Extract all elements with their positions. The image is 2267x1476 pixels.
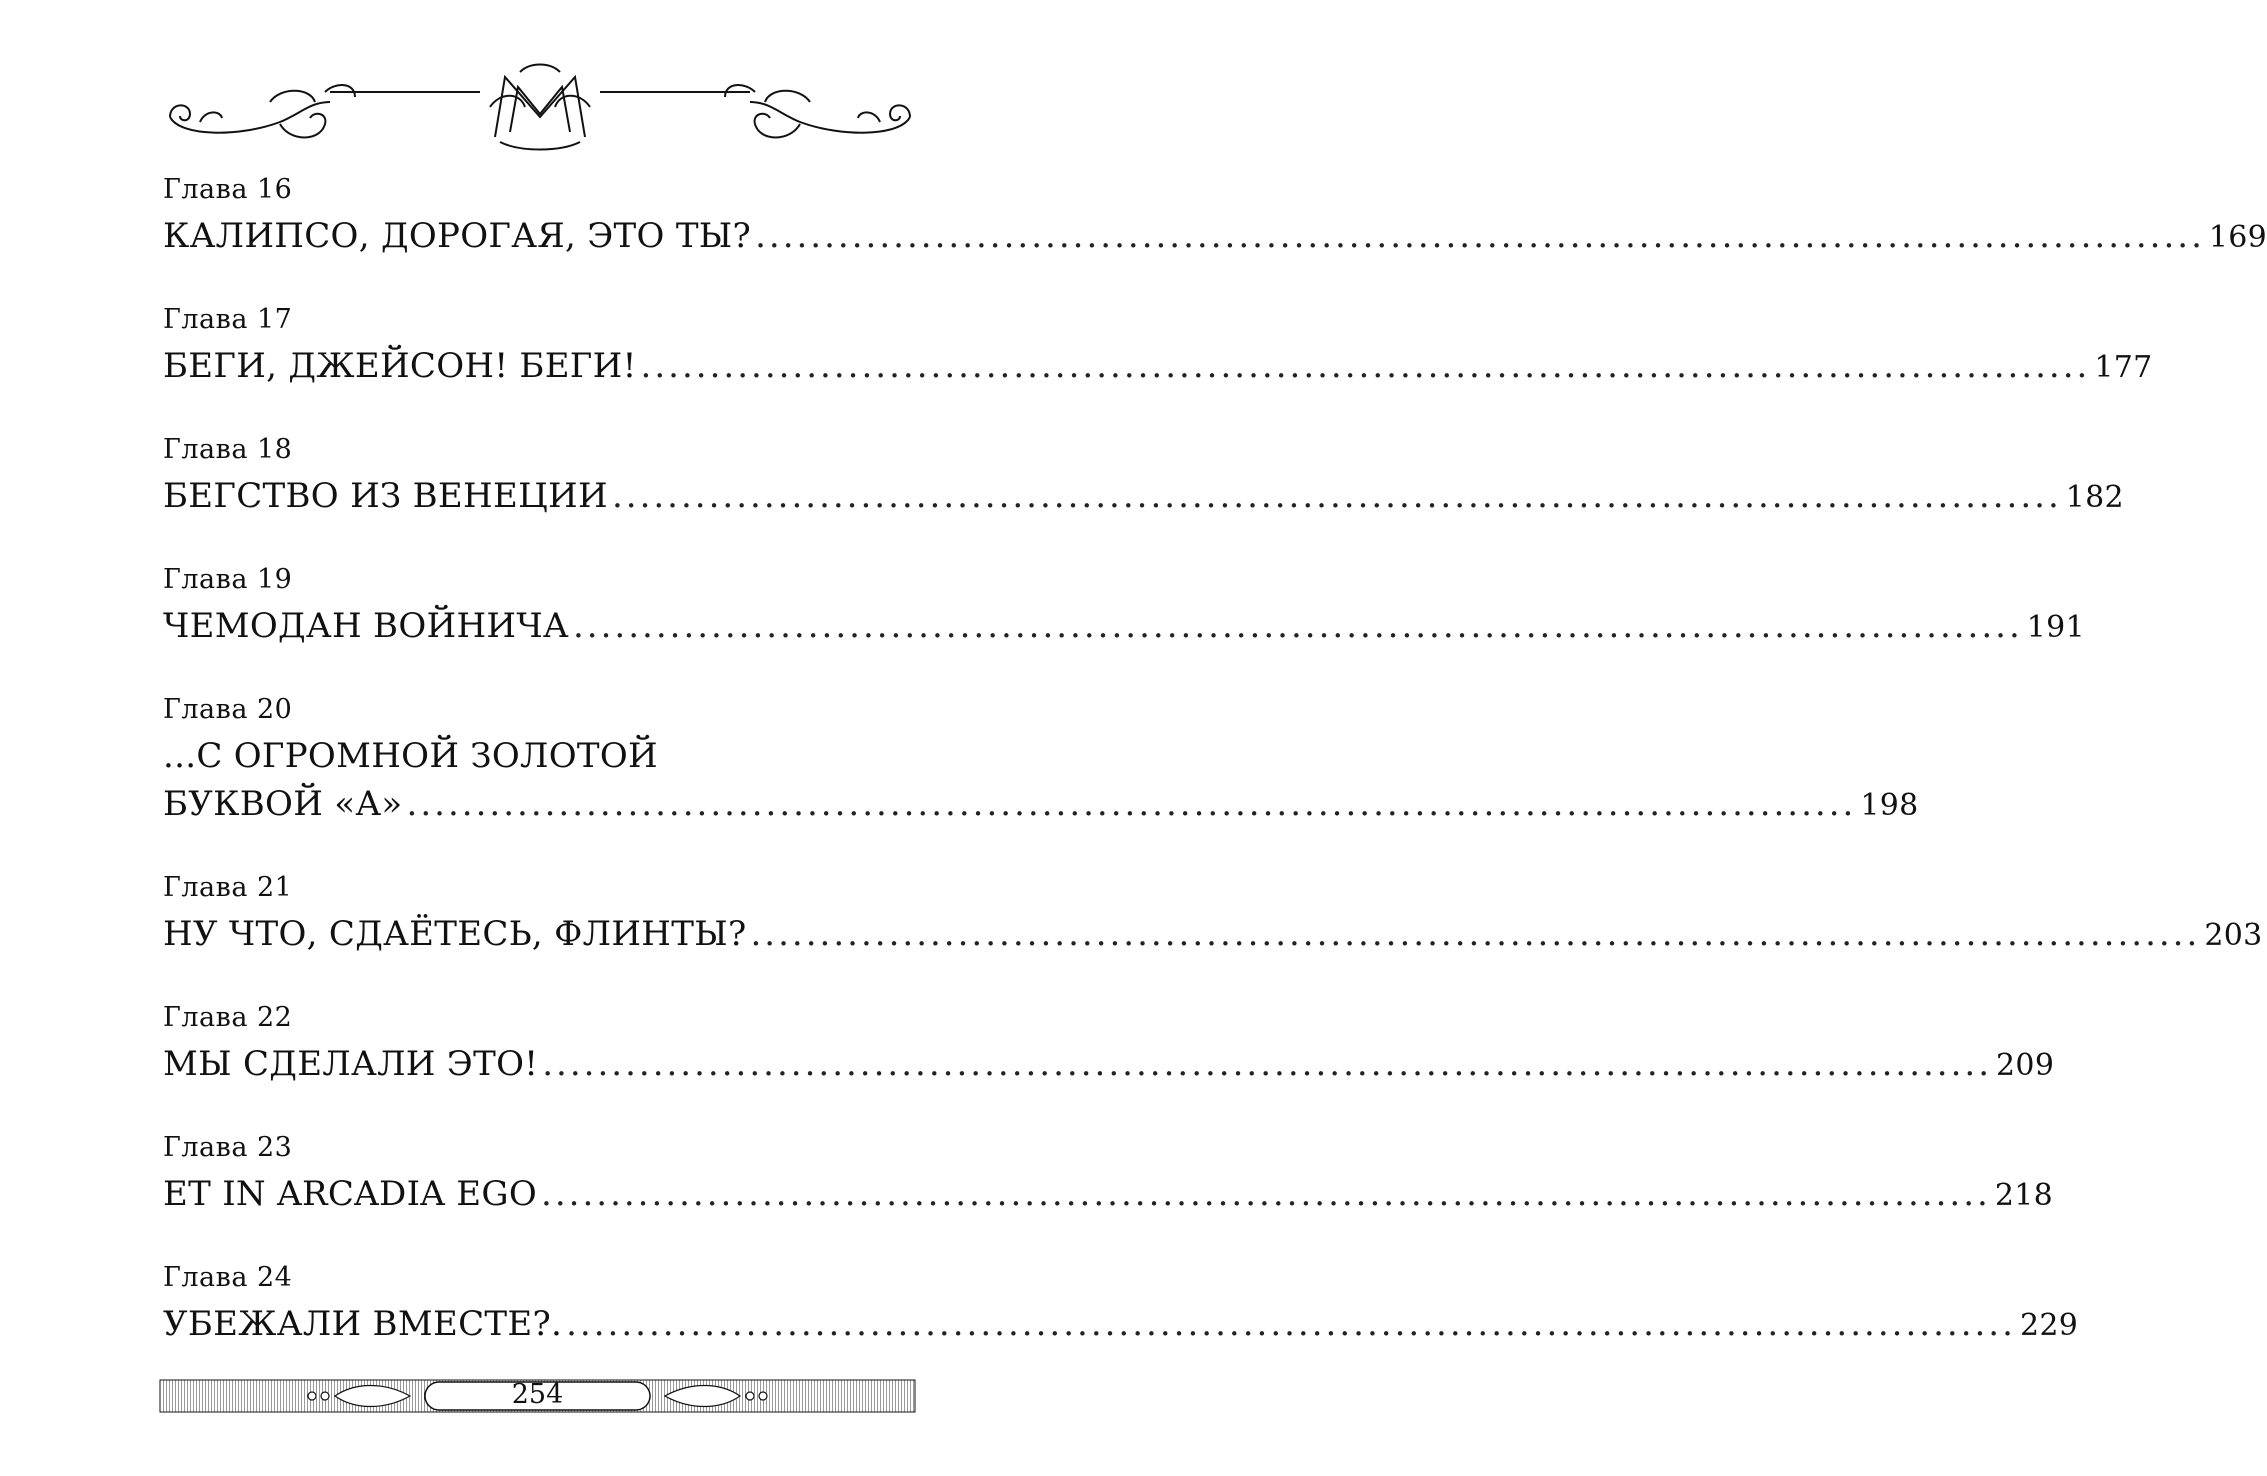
chapter-title: НУ ЧТО, СДАЁТЕСЬ, ФЛИНТЫ?	[163, 914, 747, 954]
toc-entry-19[interactable]	[163, 558, 2085, 650]
chapter-label: Глава 19	[163, 564, 293, 595]
chapter-title: БЕГСТВО ИЗ ВЕНЕЦИИ	[163, 476, 608, 516]
chapter-title-row	[163, 1040, 2055, 1088]
toc-entry-17[interactable]	[163, 298, 2153, 390]
dot-leader: .........................................................................................................	[611, 476, 2062, 516]
chapter-label: Глава 21	[163, 872, 293, 903]
toc-entry-22[interactable]	[163, 996, 2055, 1088]
toc-entry-16[interactable]	[163, 168, 2267, 260]
toc-entry-18[interactable]	[163, 428, 2124, 520]
header-ornament	[160, 62, 920, 162]
toc-entry-24[interactable]	[163, 1256, 2079, 1348]
toc-entry-21[interactable]	[163, 866, 2263, 958]
chapter-label: Глава 23	[163, 1132, 293, 1163]
dot-leader: .........................................................................................................	[755, 216, 2205, 256]
chapter-title-row	[163, 602, 2085, 650]
chapter-title: МЫ СДЕЛАЛИ ЭТО!	[163, 1044, 539, 1084]
chapter-label: Глава 16	[163, 174, 293, 205]
chapter-title-row	[163, 910, 2263, 958]
table-of-contents	[163, 168, 2267, 1348]
chapter-label: Глава 17	[163, 304, 293, 335]
chapter-label: Глава 20	[163, 694, 293, 725]
chapter-title-row	[163, 342, 2153, 390]
dot-leader: .........................................................................................................	[406, 784, 1857, 824]
page-number: 218	[1994, 1178, 2054, 1213]
dot-leader: .........................................................................................................	[542, 1044, 1993, 1084]
chapter-title: КАЛИПСО, ДОРОГАЯ, ЭТО ТЫ?	[163, 216, 752, 256]
page-number: 182	[2065, 480, 2124, 515]
page-number: 209	[1996, 1048, 2055, 1083]
dot-leader: .........................................................................................................	[640, 346, 2091, 386]
chapter-title-row	[163, 212, 2267, 260]
page-number: 203	[2204, 918, 2263, 953]
dot-leader: .........................................................................................................	[566, 1304, 2016, 1344]
page-number: 191	[2026, 610, 2085, 645]
page-number: 177	[2094, 350, 2153, 385]
page-number: 198	[1860, 788, 1919, 823]
chapter-title: ЧЕМОДАН ВОЙНИЧА	[163, 606, 569, 646]
chapter-title: ET IN ARCADIA EGO	[163, 1174, 538, 1214]
chapter-title-row	[163, 1170, 2054, 1218]
chapter-title: БЕГИ, ДЖЕЙСОН! БЕГИ!	[163, 346, 637, 386]
chapter-title-row	[163, 472, 2124, 520]
dot-leader: .........................................................................................................	[541, 1174, 1991, 1214]
page-number-footer: 254	[511, 1379, 564, 1410]
dot-leader: .........................................................................................................	[750, 914, 2201, 954]
page-number: 169	[2208, 220, 2267, 255]
dot-leader: .........................................................................................................	[572, 606, 2023, 646]
chapter-label: Глава 24	[163, 1262, 293, 1293]
chapter-title: БУКВОЙ «А»	[163, 784, 403, 824]
chapter-title-line1: ...С ОГРОМНОЙ ЗОЛОТОЙ	[163, 736, 658, 776]
chapter-title: УБЕЖАЛИ ВМЕСТЕ?.	[163, 1304, 563, 1344]
page-number: 229	[2019, 1308, 2079, 1343]
chapter-label: Глава 22	[163, 1002, 293, 1033]
chapter-label: Глава 18	[163, 434, 293, 465]
chapter-title-row	[163, 780, 1919, 828]
toc-entry-23[interactable]	[163, 1126, 2054, 1218]
chapter-title-row	[163, 1300, 2079, 1348]
footer-band	[160, 1376, 915, 1416]
toc-entry-20[interactable]	[163, 688, 1919, 828]
